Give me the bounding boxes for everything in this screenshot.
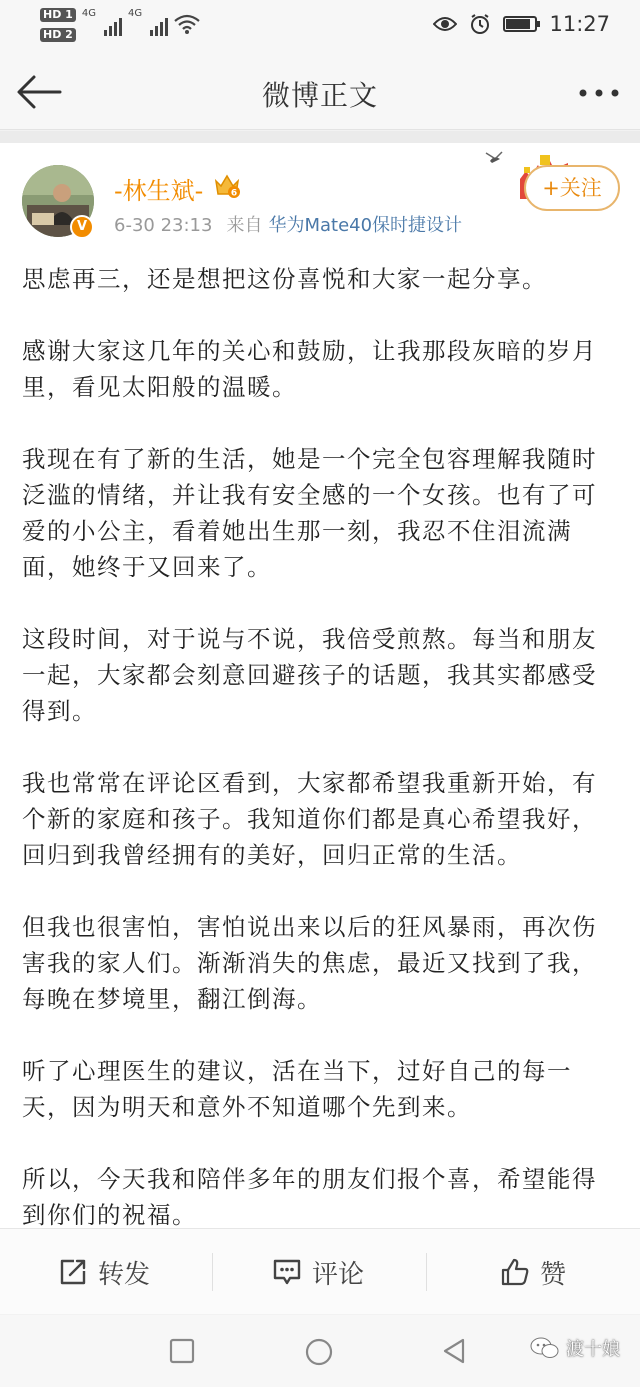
vip-crown-icon: [212, 170, 242, 200]
verified-badge-icon: V: [70, 215, 94, 239]
alarm-icon: [469, 13, 491, 35]
svg-text:6: 6: [230, 188, 238, 199]
network-type-1: 4G: [81, 8, 96, 19]
wifi-icon: [174, 14, 200, 34]
post-card: [0, 143, 640, 1228]
hd2-indicator: HD 2: [40, 28, 76, 42]
status-bar-left: [40, 8, 200, 42]
source-label: 来自: [226, 215, 263, 236]
post-paragraph: 思虑再三，还是想把这份喜悦和大家一起分享。: [22, 265, 547, 293]
like-button[interactable]: [500, 1229, 566, 1315]
more-dots-icon: [576, 78, 622, 108]
status-bar: [0, 0, 640, 56]
status-bar-right: [433, 12, 610, 36]
post-paragraph: 感谢大家这几年的关心和鼓励，让我那段灰暗的岁月里，看见太阳般的温暖。: [22, 337, 597, 401]
top-nav: [0, 56, 640, 130]
repost-icon: [58, 1257, 88, 1287]
post-body: [22, 261, 620, 1228]
back-triangle-icon[interactable]: [440, 1337, 468, 1365]
wechat-logo-icon: [530, 1336, 560, 1360]
post-paragraph: 我也常常在评论区看到，大家都希望我重新开始，有个新的家庭和孩子。我知道你们都是真心希望我好，回归到我曾经拥有的美好，回归正常的生活。: [22, 769, 597, 869]
signal-strength-2-icon: [150, 12, 168, 36]
repost-label: 转发: [98, 1259, 151, 1290]
like-label: 赞: [540, 1259, 567, 1290]
source-device-link[interactable]: 华为Mate40保时捷设计: [268, 215, 463, 236]
signal-strength-1-icon: [104, 12, 122, 36]
hd1-indicator: HD 1: [40, 8, 76, 22]
repost-button[interactable]: [58, 1229, 150, 1315]
action-bar: [0, 1228, 640, 1314]
battery-level: [506, 19, 530, 29]
watermark-text: 渡十娘: [566, 1339, 620, 1360]
battery-icon: [503, 16, 537, 32]
post-paragraph: 听了心理医生的建议，活在当下，过好自己的每一天，因为明天和意外不知道哪个先到来。: [22, 1057, 572, 1121]
thumbs-up-icon: [500, 1257, 530, 1287]
post-paragraph: 所以，今天我和陪伴多年的朋友们报个喜，希望能得到你们的祝福。: [22, 1165, 597, 1228]
system-nav-bar: [0, 1315, 640, 1387]
clock: 11:27: [549, 12, 610, 36]
comment-label: 评论: [312, 1259, 365, 1290]
follow-button[interactable]: +关注: [524, 165, 620, 211]
post-date: 6-30 23:13: [114, 215, 213, 236]
action-divider: [212, 1253, 213, 1291]
post-paragraph: 但我也很害怕，害怕说出来以后的狂风暴雨，再次伤害我的家人们。渐渐消失的焦虑，最近又找到了我，每晚在梦境里，翻江倒海。: [22, 913, 597, 1013]
post-meta: [114, 211, 462, 237]
post-paragraph: 我现在有了新的生活，她是一个完全包容理解我随时泛滥的情绪，并让我有安全感的一个女孩。也有了可爱的小公主，看着她出生那一刻，我忍不住泪流满面，她终于又回来了。: [22, 445, 597, 581]
comment-icon: [272, 1257, 302, 1287]
action-divider: [426, 1253, 427, 1291]
more-button[interactable]: [576, 78, 622, 108]
watermark: [530, 1335, 620, 1361]
author-name[interactable]: -林生斌-: [114, 177, 204, 205]
comment-button[interactable]: [272, 1229, 364, 1315]
post-paragraph: 这段时间，对于说与不说，我倍受煎熬。每当和朋友一起，大家都会刻意回避孩子的话题，我其实都感受得到。: [22, 625, 597, 725]
page-title: 微博正文: [261, 79, 378, 112]
network-type-2: 4G: [127, 8, 143, 19]
section-separator: [0, 131, 640, 143]
eye-comfort-icon: [433, 15, 457, 33]
recents-square-icon[interactable]: [168, 1337, 196, 1365]
home-circle-icon[interactable]: [304, 1337, 334, 1367]
